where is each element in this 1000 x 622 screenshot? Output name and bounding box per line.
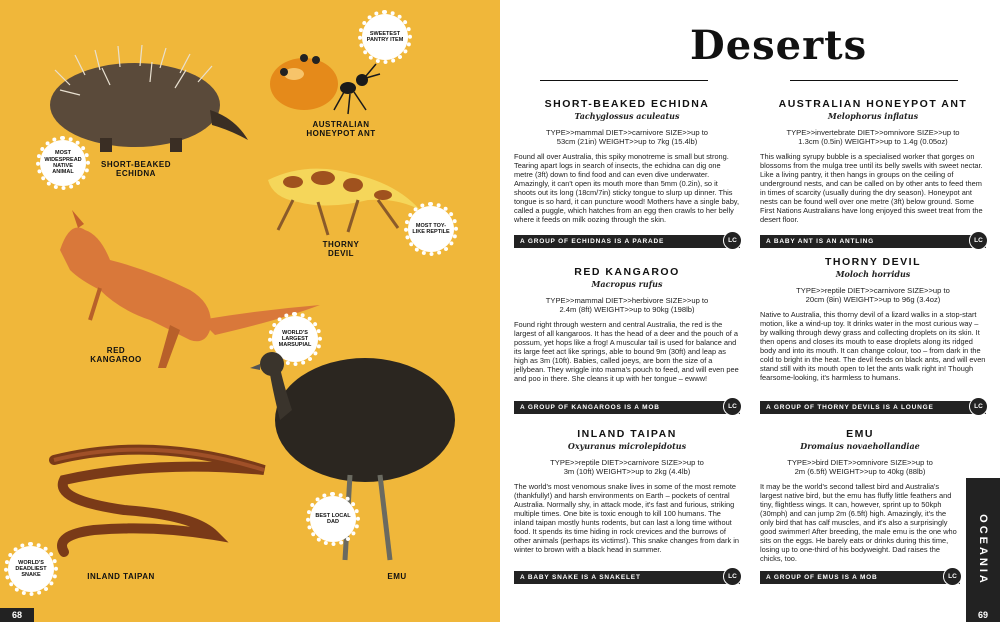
card-footer: A GROUP OF THORNY DEVILS IS A LOUNGE — [760, 401, 986, 414]
card-honeypot-ant — [760, 98, 986, 248]
card-name: RED KANGAROO — [574, 266, 680, 278]
card-echidna — [514, 98, 740, 248]
badge-inland-taipan: WORLD'S DEADLIEST SNAKE — [8, 546, 54, 592]
status-badge: LC — [723, 231, 742, 250]
card-footer: A BABY SNAKE IS A SNAKELET — [514, 571, 740, 584]
card-body: The world's most venomous snake lives in some of the most remote (thankfully!) and harsh environments on Earth – pockets of central Australia. Normally shy, in attack mode, it's fast and furious, striking multiple times. One bite is toxic enough to kill 100 humans. The inland taipan mostly hunts rodents, but can last a long time without food. It spends its time hiding in rock crevices and the burrows of other animals (perhaps its victims!). This snake changes from dark in winter to brown with a black head in summer. — [514, 482, 739, 555]
card-body: It may be the world's second tallest bird and Australia's largest native bird, but the emu has fluffy little feathers and tiny, flightless wings. It can, however, sprint up to 50kph (30mph) and can jump 2m (6.5ft) high. Amazingly, it's the only bird that has calf muscles, and it's also a surprisingly good swimmer! After breeding, the male emu is the one who sits on the eggs. He barely eats or drinks during this time, losing up to one-third of his bodyweight. Dad raises the chicks, too. — [760, 482, 957, 564]
card-stats: TYPE>>mammal DIET>>carnivore SIZE>>up to 53cm (21in) WEIGHT>>up to 7kg (15.4lb) — [545, 127, 709, 146]
card-footer: A GROUP OF ECHIDNAS IS A PARADE — [514, 235, 740, 248]
card-latin: Moloch horridus — [835, 268, 911, 279]
card-latin: Macropus rufus — [591, 278, 663, 289]
status-badge: LC — [723, 397, 742, 416]
label-inland-taipan: INLAND TAIPAN — [87, 572, 155, 581]
card-footer: A GROUP OF KANGAROOS IS A MOB — [514, 401, 740, 414]
card-name: INLAND TAIPAN — [577, 428, 677, 440]
title-rule-right — [790, 80, 958, 81]
title-rule-left — [540, 80, 708, 81]
card-stats: TYPE>>mammal DIET>>herbivore SIZE>>up to 2.4m (8ft) WEIGHT>>up to 90kg (198lb) — [545, 295, 709, 314]
card-latin: Dromaius novaehollandiae — [800, 440, 920, 451]
card-stats: TYPE>>bird DIET>>omnivore SIZE>>up to 2m (6.5ft) WEIGHT>>up to 40kg (88lb) — [787, 457, 933, 476]
badge-honeypot-ant: SWEETEST PANTRY ITEM — [362, 14, 408, 60]
page-number-left: 68 — [0, 608, 34, 622]
page-number-right: 69 — [966, 608, 1000, 622]
card-body: This walking syrupy bubble is a specialised worker that gorges on blossoms from the mulga tree until its belly swells with sweet nectar. Like a living pantry, it then hangs in groups on the ceiling of underground nests, and can be called on by other ants to feed them in times of scarcity (usually during the dry season). Honeypot ant nests can be found well over one metre (3ft) below ground. Some First Nations Australians have long enjoyed this sweet treat from the desert floor. — [760, 152, 983, 225]
status-badge: LC — [723, 567, 742, 586]
badge-thorny-devil: MOST TOY-LIKE REPTILE — [408, 206, 454, 252]
badge-red-kangaroo: WORLD'S LARGEST MARSUPIAL — [272, 316, 318, 362]
card-footer: A BABY ANT IS AN ANTLING — [760, 235, 986, 248]
card-stats: TYPE>>invertebrate DIET>>omnivore SIZE>>up to 1.3cm (0.5in) WEIGHT>>up to 1.4g (0.05oz) — [786, 127, 960, 146]
card-thorny-devil — [760, 256, 986, 414]
status-badge: LC — [969, 231, 988, 250]
card-red-kangaroo — [514, 266, 740, 414]
card-body: Native to Australia, this thorny devil of a lizard walks in a stop-start motion, like a wind-up toy. It drinks water in the most curious way – by walking through dewy grass and collecting droplets on its skin. It then opens and closes its mouth to ease droplets along its ridged body and into its mouth. It can change colour, too – from dark in the cold to bright in the heat. The devil feeds on black ants, and will even stand still with its mouth open to let the ants walk right in! Though fearsome-looking, it's harmless to humans. — [760, 310, 986, 383]
honeypot-ant-illustration — [262, 48, 382, 120]
card-inland-taipan — [514, 428, 740, 584]
label-honeypot-ant: AUSTRALIAN HONEYPOT ANT — [306, 120, 376, 138]
card-name: AUSTRALIAN HONEYPOT ANT — [778, 98, 968, 110]
card-emu — [760, 428, 960, 584]
region-tab: OCEANIA — [966, 478, 1000, 622]
card-name: THORNY DEVIL — [825, 256, 921, 268]
card-name: EMU — [846, 428, 874, 440]
card-body: Found all over Australia, this spiky monotreme is small but strong. Tearing apart logs in search of insects, the echidna can dig one metre (3ft) down to find food and can even dive underwater. Amazingly, it can't open its mouth more than 5mm (0.2in), so it shoots out its long (18cm/7in) sticky tongue to slurp up dinner. This tongue is so hard, it can puncture wood! Mothers have a single baby, called a puggle, which hatches from an egg then crawls to her belly where it feeds on milk oozing through the skin. — [514, 152, 740, 225]
label-emu: EMU — [387, 572, 407, 581]
status-badge: LC — [943, 567, 962, 586]
card-stats: TYPE>>reptile DIET>>carnivore SIZE>>up to 3m (10ft) WEIGHT>>up to 2kg (4.4lb) — [550, 457, 704, 476]
right-page — [500, 0, 1000, 622]
page-title: Deserts — [690, 22, 868, 69]
card-latin: Tachyglossus aculeatus — [574, 110, 680, 121]
inland-taipan-illustration — [34, 440, 304, 570]
card-footer: A GROUP OF EMUS IS A MOB — [760, 571, 960, 584]
badge-echidna: MOST WIDESPREAD NATIVE ANIMAL — [40, 140, 86, 186]
card-latin: Melophorus inflatus — [827, 110, 919, 121]
badge-emu: BEST LOCAL DAD — [310, 496, 356, 542]
card-name: SHORT-BEAKED ECHIDNA — [544, 98, 710, 110]
label-red-kangaroo: RED KANGAROO — [90, 346, 142, 364]
status-badge: LC — [969, 397, 988, 416]
label-echidna: SHORT-BEAKED ECHIDNA — [100, 160, 171, 178]
label-thorny-devil: THORNY DEVIL — [322, 240, 360, 258]
card-stats: TYPE>>reptile DIET>>carnivore SIZE>>up to 20cm (8in) WEIGHT>>up to 96g (3.4oz) — [796, 285, 950, 304]
card-latin: Oxyuranus microlepidotus — [567, 440, 687, 451]
card-body: Found right through western and central Australia, the red is the largest of all kangaroos. It has the head of a deer and the pouch of a possum, yet hops like a frog! A muscular tail is used for balance and its large feet act like springs, able to bound 9m (30ft) and leap as high as 3m (10ft). Babies, called joeys, are born the size of a jellybean. They wriggle into mama's pouch to feed, and will even pee and poo in there. She cleans it up with her tongue – ewww! — [514, 320, 739, 384]
